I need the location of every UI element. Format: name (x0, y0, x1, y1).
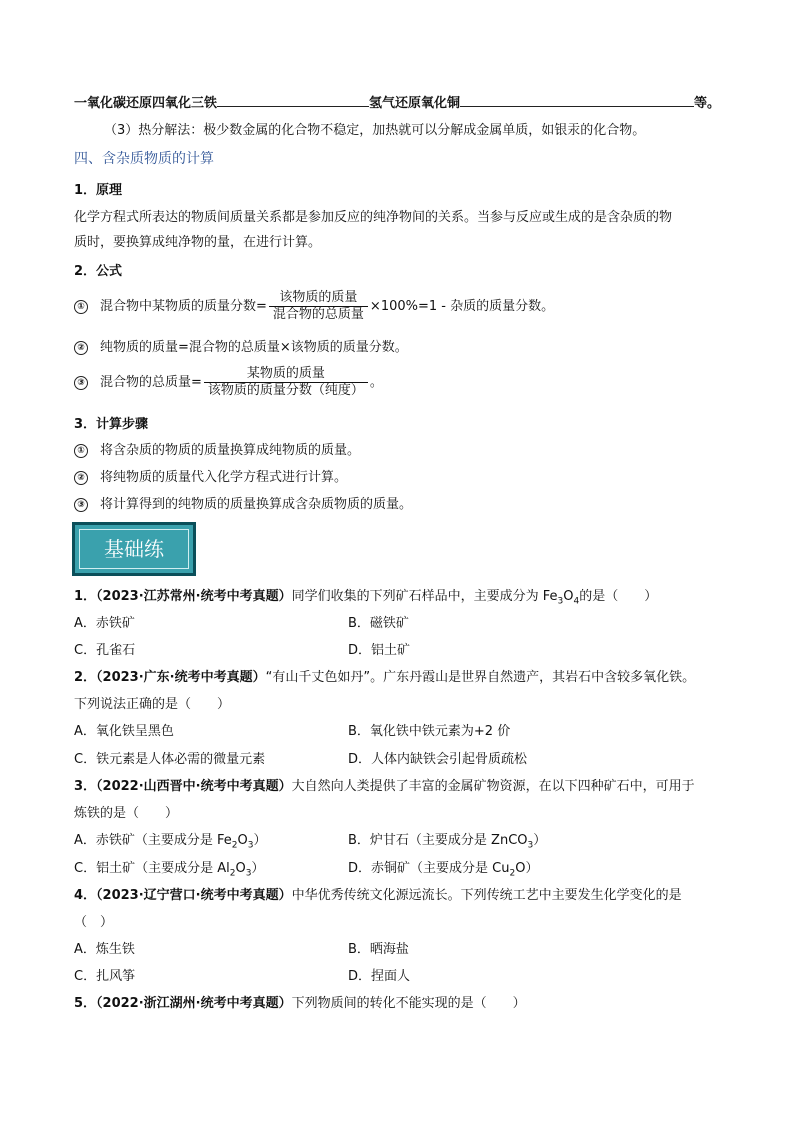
formula-3-fraction (204, 366, 368, 399)
question-4 (74, 887, 682, 905)
question-5 (74, 995, 526, 1013)
option-text: B．炉甘石（主要成分是 ZnCO (348, 833, 528, 848)
question-4-option-d[interactable]: D．捏面人 (348, 969, 411, 984)
question-2 (74, 669, 695, 687)
option-text: ） (253, 833, 267, 848)
step-2-number: ② (74, 471, 88, 485)
top-line (74, 93, 720, 113)
question-1-sub-1: 3 (557, 596, 564, 607)
question-4-option-b[interactable]: B．晒海盐 (348, 942, 409, 957)
formula-1-lhs: 混合物中某物质的质量分数= (100, 299, 267, 314)
formula-3-end: 。 (369, 375, 383, 390)
question-3-stem-2: 炼铁的是（ ） (74, 806, 179, 821)
top-line-part2: 氢气还原氧化铜 (369, 96, 461, 111)
principle-heading: 1．原理 (74, 183, 123, 198)
formula-1-denominator: 混合物的总质量 (269, 306, 368, 323)
section4-title: 四、含杂质物质的计算 (74, 151, 214, 167)
step-3-text: 将计算得到的纯物质的质量换算成含杂质物质的质量。 (100, 497, 413, 512)
question-3-option-a[interactable] (74, 832, 267, 850)
question-2-option-a[interactable]: A．氧化铁呈黑色 (74, 724, 174, 739)
principle-text-2: 质时，要换算成纯净物的量，在进行计算。 (74, 235, 322, 250)
formula-3 (74, 366, 383, 399)
question-2-source: （2023·广东·统考中考真题） (96, 670, 266, 685)
practice-banner (72, 522, 196, 576)
step-1-text: 将含杂质的物质的质量换算成纯物质的质量。 (100, 443, 361, 458)
formula-1-fraction (269, 290, 368, 323)
question-1-option-d[interactable]: D．铝土矿 (348, 643, 411, 658)
step-1 (74, 442, 360, 460)
question-1-option-a[interactable]: A．赤铁矿 (74, 616, 135, 631)
question-5-number: 5． (74, 996, 97, 1011)
subscript: 3 (527, 840, 534, 851)
option-text: ） (525, 861, 539, 876)
formula-1-end: 。 (541, 299, 555, 314)
question-1-stem-c: 的是（ ） (579, 589, 658, 604)
option-text: ） (251, 861, 265, 876)
option-text: A．赤铁矿（主要成分是 Fe (74, 833, 232, 848)
question-2-stem-1: “有山千丈色如丹”。广东丹霞山是世界自然遗产，其岩石中含较多氧化铁。 (265, 670, 696, 685)
question-2-option-d[interactable]: D．人体内缺铁会引起骨质疏松 (348, 752, 528, 767)
subscript: 2 (509, 868, 516, 879)
steps-heading: 3．计算步骤 (74, 417, 149, 432)
question-1-stem-a: 同学们收集的下列矿石样品中，主要成分为 Fe (291, 589, 558, 604)
principle-text-1: 化学方程式所表达的物质间质量关系都是参加反应的纯净物间的关系。当参与反应或生成的是含杂质的物 (74, 210, 673, 225)
option-text: C．铝土矿（主要成分是 Al (74, 861, 230, 876)
option-text: D．赤铜矿（主要成分是 Cu (348, 861, 510, 876)
question-4-option-c[interactable]: C．扎风筝 (74, 969, 136, 984)
formula-3-number: ③ (74, 376, 88, 390)
question-3-option-c[interactable] (74, 860, 264, 878)
question-1-source: （2023·江苏常州·统考中考真题） (96, 589, 292, 604)
question-1 (74, 588, 657, 606)
formula-1-rhs: ×100%=1 - 杂质的质量分数 (369, 299, 542, 314)
step-2-text: 将纯物质的质量代入化学方程式进行计算。 (100, 470, 348, 485)
formula-1-numerator: 该物质的质量 (279, 290, 358, 305)
question-4-option-a[interactable]: A．炼生铁 (74, 942, 135, 957)
formula-3-denominator: 该物质的质量分数（纯度） (204, 382, 368, 399)
question-4-stem-2: （ ） (74, 915, 114, 930)
formula-2-text: 纯物质的质量=混合物的总质量×该物质的质量分数。 (100, 340, 408, 355)
formula-2 (74, 339, 408, 357)
question-3-source: （2022·山西晋中·统考中考真题） (96, 779, 292, 794)
formula-1-number: ① (74, 300, 88, 314)
question-5-stem-1: 下列物质间的转化不能实现的是（ ） (291, 996, 526, 1011)
question-4-number: 4． (74, 888, 97, 903)
method3-text: （3）热分解法：极少数金属的化合物不稳定，加热就可以分解成金属单质，如银汞的化合物。 (104, 123, 646, 138)
formula-2-number: ② (74, 341, 88, 355)
practice-banner-label: 基础练 (79, 529, 189, 569)
question-3-option-d[interactable] (348, 860, 538, 878)
formula-heading: 2．公式 (74, 264, 123, 279)
step-2 (74, 469, 347, 487)
question-2-option-b[interactable]: B．氧化铁中铁元素为+2 价 (348, 724, 511, 739)
question-1-option-b[interactable]: B．磁铁矿 (348, 616, 409, 631)
answer-blank-1[interactable] (217, 93, 369, 107)
question-4-source: （2023·辽宁营口·统考中考真题） (96, 888, 292, 903)
top-line-part1: 一氧化碳还原四氧化三铁 (74, 96, 218, 111)
question-5-source: （2022·浙江湖州·统考中考真题） (96, 996, 292, 1011)
question-2-number: 2． (74, 670, 97, 685)
subscript: 2 (231, 840, 238, 851)
option-text: ） (533, 833, 547, 848)
question-1-stem-b: O (563, 589, 574, 604)
question-2-stem-2: 下列说法正确的是（ ） (74, 697, 231, 712)
question-3 (74, 778, 695, 796)
question-2-option-c[interactable]: C．铁元素是人体必需的微量元素 (74, 752, 266, 767)
answer-blank-2[interactable] (460, 93, 694, 107)
step-3 (74, 496, 412, 514)
option-text: O (515, 861, 526, 876)
subscript: 2 (229, 868, 236, 879)
question-1-option-c[interactable]: C．孔雀石 (74, 643, 136, 658)
question-1-number: 1． (74, 589, 97, 604)
option-text: O (237, 833, 248, 848)
top-line-part3: 等。 (694, 96, 721, 111)
step-3-number: ③ (74, 498, 88, 512)
subscript: 3 (247, 840, 254, 851)
question-3-stem-1: 大自然向人类提供了丰富的金属矿物资源，在以下四种矿石中，可用于 (291, 779, 695, 794)
question-4-stem-1: 中华优秀传统文化源远流长。下列传统工艺中主要发生化学变化的是 (291, 888, 682, 903)
formula-3-numerator: 某物质的质量 (246, 366, 325, 381)
subscript: 3 (245, 868, 252, 879)
formula-3-lhs: 混合物的总质量= (100, 375, 202, 390)
option-text: O (235, 861, 246, 876)
question-1-sub-2: 4 (573, 596, 580, 607)
formula-1 (74, 290, 554, 323)
question-3-number: 3． (74, 779, 97, 794)
question-3-option-b[interactable] (348, 832, 546, 850)
step-1-number: ① (74, 444, 88, 458)
